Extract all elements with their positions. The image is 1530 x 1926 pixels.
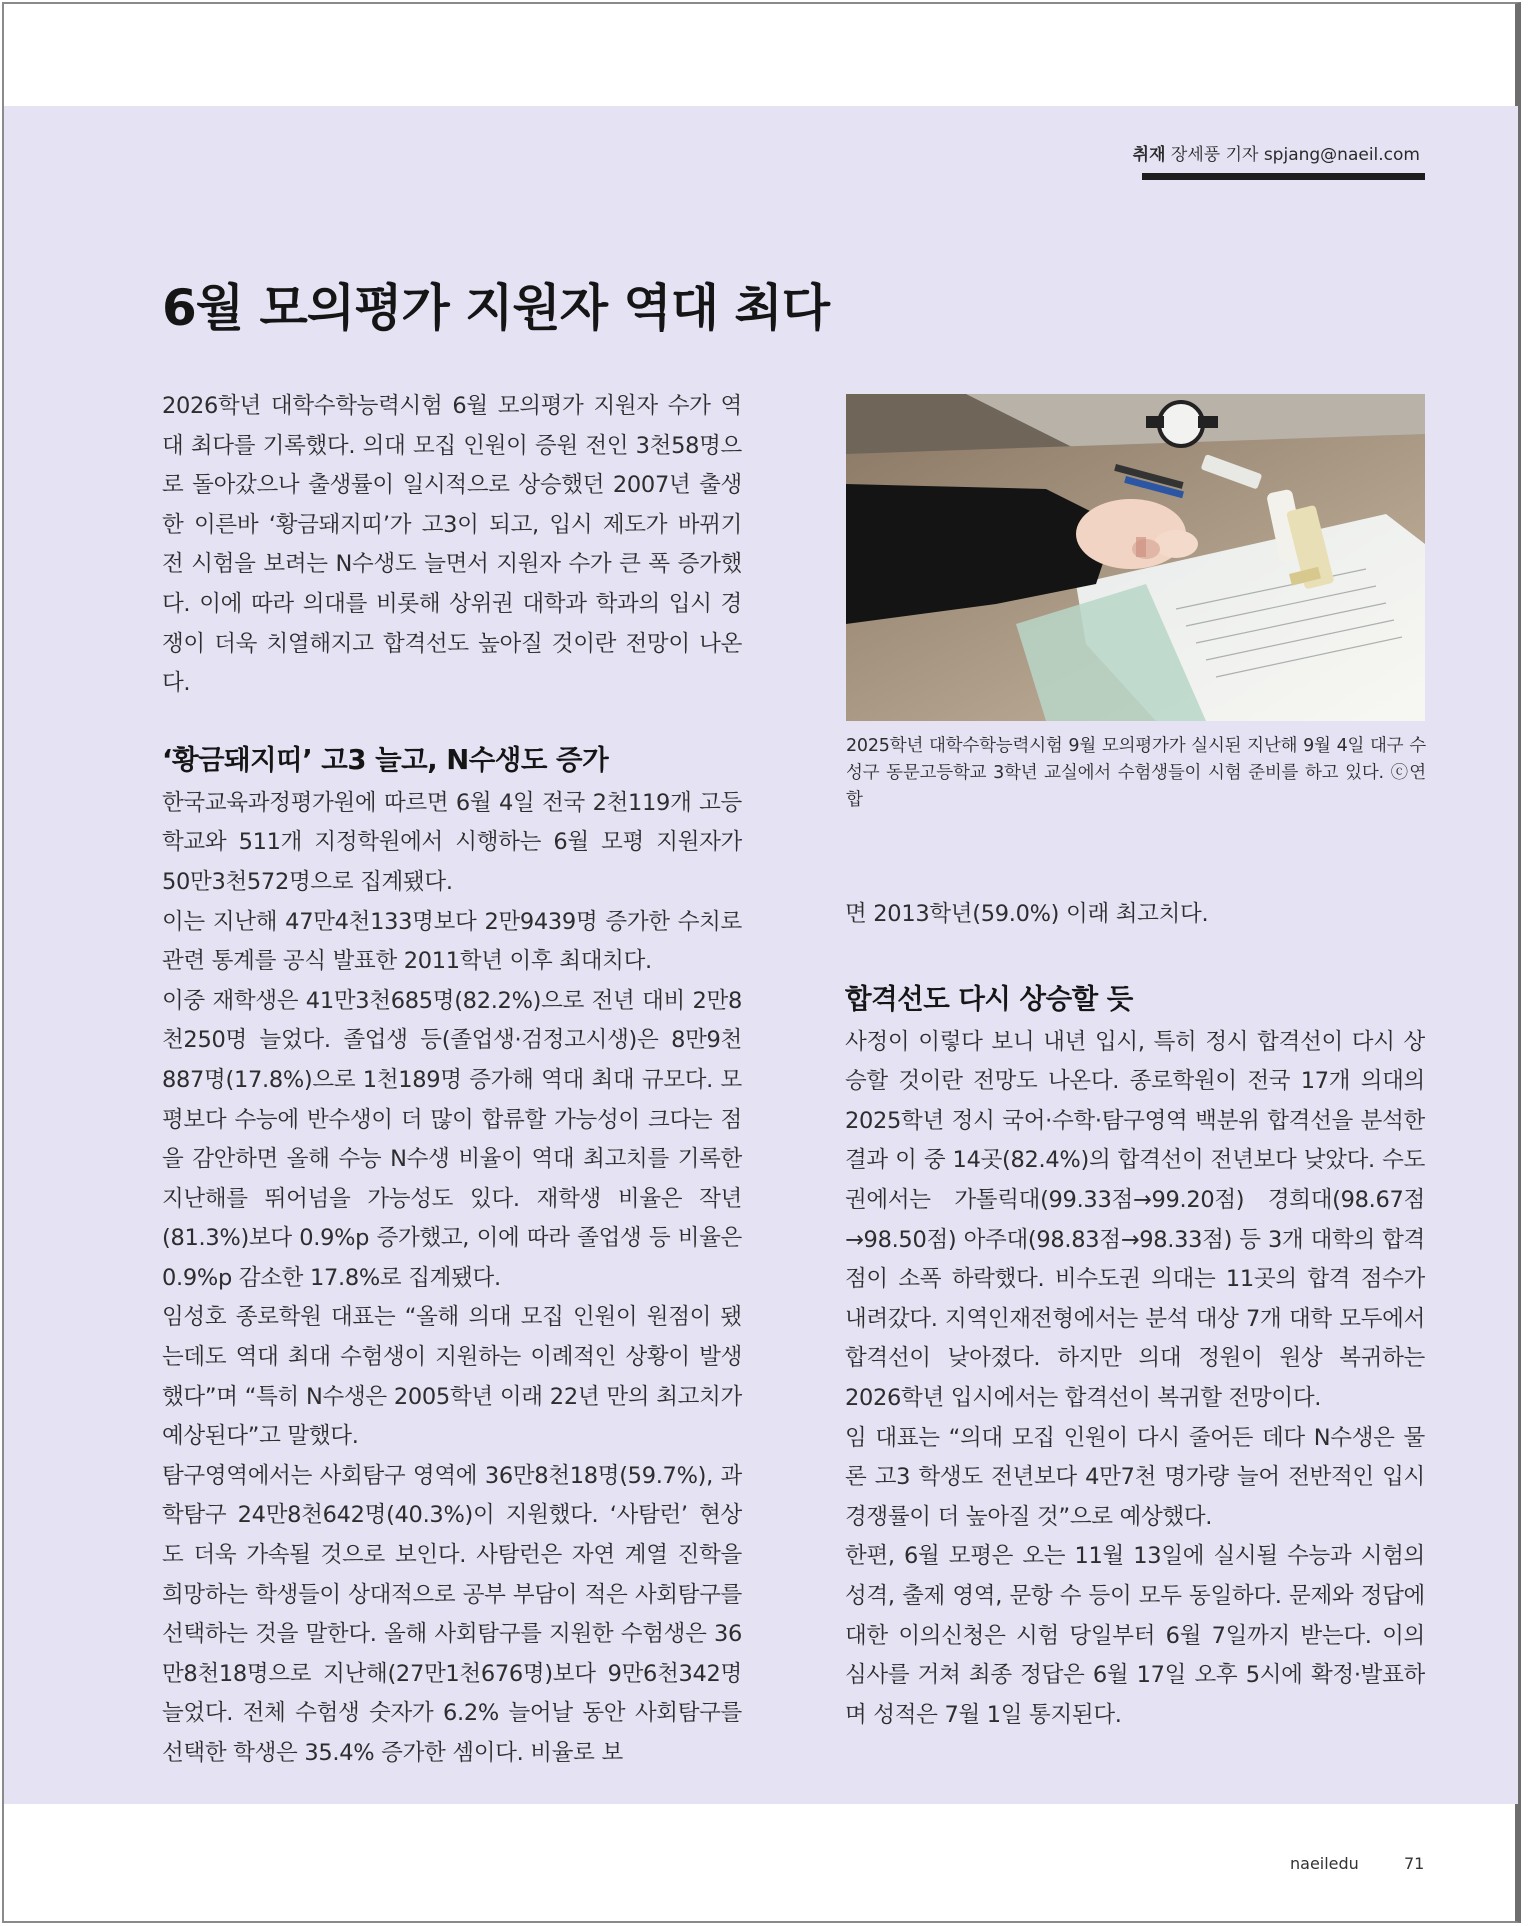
body-paragraph: 임성호 종로학원 대표는 “올해 의대 모집 인원이 원점이 됐는데도 역대 최대 수험생이 지원하는 이례적인 상황이 발생했다”며 “특히 N수생은 2005학년 이래 22년 만의 최고치가 예상된다”고 말했다.: [162, 1304, 742, 1450]
right-column: [845, 895, 1425, 1735]
page-number: 71: [1404, 1854, 1425, 1873]
footer-brand: naeiledu: [1290, 1854, 1359, 1873]
body-paragraph: 임 대표는 “의대 모집 인원이 다시 줄어든 데다 N수생은 물론 고3 학생도 전년보다 4만7천 명가량 늘어 전반적인 입시 경쟁률이 더 높아질 것”으로 예상했다.: [845, 1424, 1425, 1530]
body-paragraph: 사정이 이렇다 보니 내년 입시, 특히 정시 합격선이 다시 상승할 것이란 전망도 나온다. 종로학원이 전국 17개 의대의 2025학년 정시 국어·수학·탐구영역 백분위 합격선을 분석한 결과 이 중 14곳(82.4%)의 합격선이 전년보다 낮았다. 수도권에서는 가톨릭대(99.33점→99.20점) 경희대(98.67점→98.50점) 아주대(98.83점→98.33점) 등 3개 대학의 합격점이 소폭 하락했다. 비수도권 의대는 11곳의 합격 점수가 내려갔다. 지역인재전형에서는 분석 대상 7개 대학 모두에서 합격선이 낮아졌다. 하지만 의대 정원이 원상 복귀하는 2026학년 입시에서는 합격선이 복귀할 전망이다.: [845, 1028, 1425, 1411]
body-paragraph: 한편, 6월 모평은 오는 11월 13일에 실시될 수능과 시험의 성격, 출제 영역, 문항 수 등이 모두 동일하다. 문제와 정답에 대한 이의신청은 시험 당일부터 6월 7일까지 받는다. 이의 심사를 거쳐 최종 정답은 6월 17일 오후 5시에 확정·발표하며 성적은 7월 1일 통지된다.: [845, 1543, 1425, 1728]
photo-caption: 2025학년 대학수학능력시험 9월 모의평가가 실시된 지난해 9월 4일 대구 수성구 동문고등학교 3학년 교실에서 수험생들이 시험 준비를 하고 있다. ⓒ연합: [846, 736, 1426, 810]
article-photo: [846, 394, 1425, 721]
byline: [1133, 140, 1420, 165]
continuation-paragraph: 면 2013학년(59.0%) 이래 최고치다.: [845, 901, 1209, 927]
headline: 6월 모의평가 지원자 역대 최다: [162, 279, 830, 337]
body-paragraph: 한국교육과정평가원에 따르면 6월 4일 전국 2천119개 고등학교와 511개 지정학원에서 시행하는 6월 모평 지원자가 50만3천572명으로 집계됐다.: [162, 789, 742, 895]
body-paragraph: 이중 재학생은 41만3천685명(82.2%)으로 전년 대비 2만8천250명 늘었다. 졸업생 등(졸업생·검정고시생)은 8만9천887명(17.8%)으로 1천189명 증가해 역대 최대 규모다. 모평보다 수능에 반수생이 더 많이 합류할 가능성이 크다는 점을 감안하면 올해 수능 N수생 비율이 역대 최고치를 기록한 지난해를 뛰어넘을 가능성도 있다. 재학생 비율은 작년(81.3%)보다 0.9%p 증가했고, 이에 따라 졸업생 등 비율은 0.9%p 감소한 17.8%로 집계됐다.: [162, 987, 742, 1291]
byline-reporter: 장세풍 기자 spjang@naeil.com: [1170, 145, 1420, 165]
byline-rule: [1142, 173, 1425, 180]
lead-paragraph: 2026학년 대학수학능력시험 6월 모의평가 지원자 수가 역대 최다를 기록했다. 의대 모집 인원이 증원 전인 3천58명으로 돌아갔으나 출생률이 일시적으로 상승했던 2007년 출생한 이른바 ‘황금돼지띠’가 고3이 되고, 입시 제도가 바뀌기 전 시험을 보려는 N수생도 늘면서 지원자 수가 큰 폭 증가했다. 이에 따라 의대를 비롯해 상위권 대학과 학과의 입시 경쟁이 더욱 치열해지고 합격선도 높아질 것이란 전망이 나온다.: [162, 393, 742, 697]
exam-photo-illustration: [846, 394, 1425, 721]
byline-label: 취재: [1132, 145, 1166, 165]
section2-title: 합격선도 다시 상승할 듯: [845, 982, 1133, 1015]
body-paragraph: 이는 지난해 47만4천133명보다 2만9439명 증가한 수치로 관련 통계를 공식 발표한 2011학년 이후 최대치다.: [162, 908, 742, 975]
body-paragraph: 탐구영역에서는 사회탐구 영역에 36만8천18명(59.7%), 과학탐구 24만8천642명(40.3%)이 지원했다. ‘사탐런’ 현상도 더욱 가속될 것으로 보인다. 사탐런은 자연 계열 진학을 희망하는 학생들이 상대적으로 공부 부담이 적은 사회탐구를 선택하는 것을 말한다. 올해 사회탐구를 지원한 수험생은 36만8천18명으로 지난해(27만1천676명)보다 9만6천342명 늘었다. 전체 수험생 숫자가 6.2% 늘어날 동안 사회탐구를 선택한 학생은 35.4% 증가한 셈이다. 비율로 보: [162, 1462, 742, 1766]
section1-title: ‘황금돼지띠’ 고3 늘고, N수생도 증가: [162, 743, 609, 776]
left-column: [162, 387, 742, 1774]
